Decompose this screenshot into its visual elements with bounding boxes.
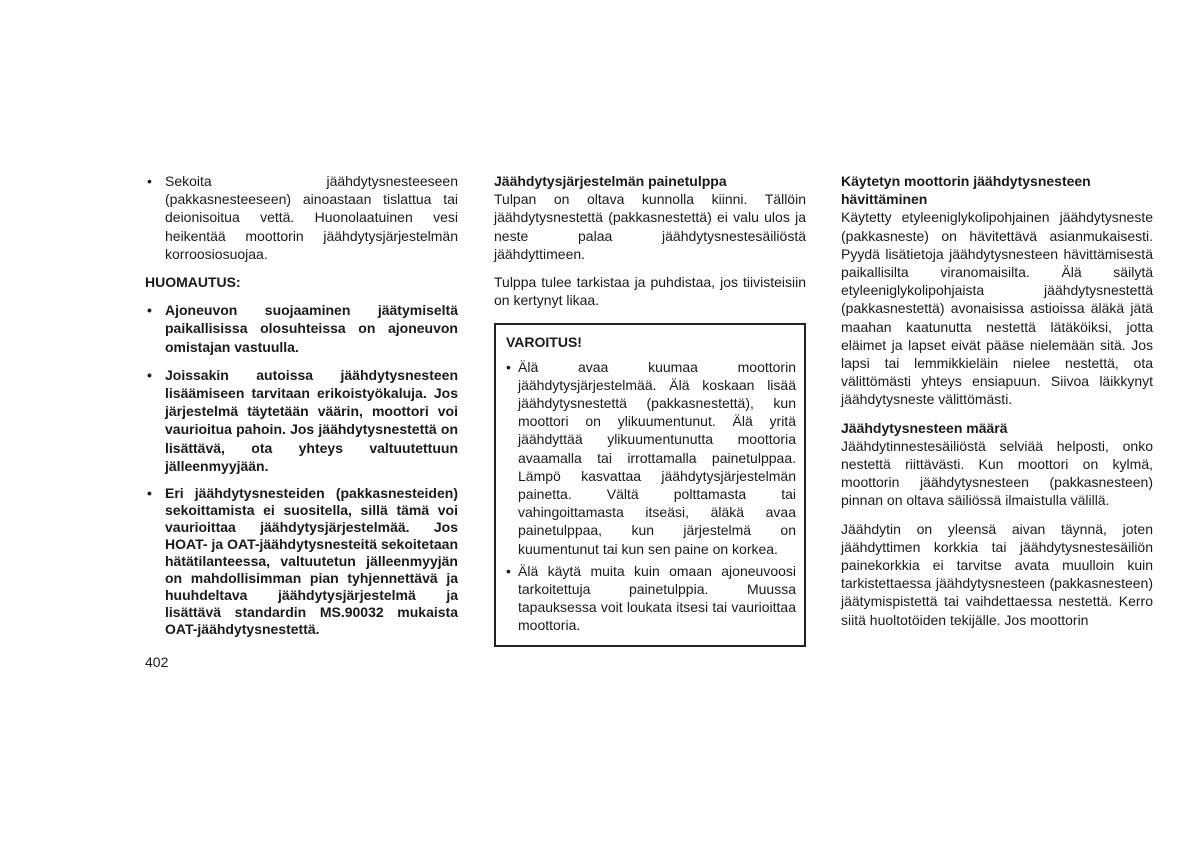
paragraph: Tulppa tulee tarkistaa ja puhdistaa, jos tiivisteisiin on kertynyt likaa. [494,274,806,309]
section-heading: Jäähdytysnesteen määrä [841,419,1008,436]
bullet-icon: • [506,358,511,375]
list-item [145,172,458,263]
paragraph: Jäähdytin on yleensä aivan täynnä, joten jäähdyttimen korkkia tai jäähdytysnestesäiliön painekorkkia ei tarvitse avata muulloin kuin tarkistettaessa jäähdytysnesteen (pakkasnesteen) jäätymispistettä tai vaihdettaessa nestettä. Kerro siitä huoltotöiden tekijälle. Jos moottorin [841,520,1153,628]
warning-item-text: Älä käytä muita kuin omaan ajoneuvoosi tarkoitettuja painetulppia. Muussa tapauksessa voit loukata itsesi tai vaurioittaa moottoria. [518,562,796,634]
column-left [145,172,458,638]
bullet-text: Sekoita jäähdytysnesteeseen (pakkasnesteeseen) ainoastaan tislattua tai deionisoitua vettä. Huonolaatuinen vesi heikentää moottorin jäähdytysjärjestelmän korroosiosuojaa. [165,173,458,262]
notice-title: HUOMAUTUS: [145,274,241,291]
bullet-icon: • [147,366,152,383]
notice-item [145,301,458,356]
warning-box [494,323,806,646]
warning-item [506,562,796,635]
column-right [841,172,1153,629]
notice-item [145,366,458,475]
warning-item-text: Älä avaa kuumaa moottorin jäähdytysjärjestelmää. Älä koskaan lisää jäähdytysnestettä (pakkasnestettä), kun moottori on ylikuumentunut. Älä yritä jäähdyttää ylikuumentunutta moottoria avaamalla tai irrottamalla painetulppaa. Lämpö kasvattaa jäähdytysjärjestelmän painetta. Vältä polttamasta tai vahingoittamasta itseäsi, äläkä avaa painetulppaa, kun järjestelmä on kuumentunut tai kun sen paine on korkea. [518,358,796,557]
page-number: 402 [145,654,169,670]
paragraph: Tulpan on oltava kunnolla kiinni. Tällöin jäähdytysnestettä (pakkasnestettä) ei valu ulos ja neste palaa jäähdytysnestesäiliöstä jäähdyttimeen. [494,191,806,262]
column-middle [494,172,806,647]
bullet-icon: • [506,562,511,579]
notice-item-text: Joissakin autoissa jäähdytysnesteen lisäämiseen tarvitaan erikoistyökaluja. Jos järjestelmä täytetään väärin, moottori voi vaurioitua pahoin. Jos jäähdytysnestettä on lisättävä, ota yhteys valtuutettuun jälleenmyyjään. [165,366,458,474]
notice-item-text: Ajoneuvon suojaaminen jäätymiseltä paikallisissa olosuhteissa on ajoneuvon omistajan vastuulla. [165,302,458,355]
bullet-icon: • [147,302,152,319]
section-heading: Käytetyn moottorin jäähdytysnesteen hävittäminen [841,173,1091,208]
warning-title: VAROITUS! [506,334,582,351]
bullet-icon: • [147,485,152,502]
notice-item-text: Eri jäähdytysnesteiden (pakkasnesteiden) sekoittamista ei suositella, sillä tämä voi vaurioittaa jäähdytysjärjestelmää. Jos HOAT- ja OAT-jäähdytysnesteitä sekoitetaan hätätilanteessa, valtuutetun jälleenmyyjän on mahdollisimman pian tyhjennettävä ja huuhdeltava jäähdytysjärjestelmä ja lisättävä standardin MS.90032 mukaista OAT-jäähdytysnestettä. [165,485,458,638]
bullet-icon: • [147,173,152,189]
warning-item [506,358,796,558]
paragraph: Jäähdytinnestesäiliöstä selviää helposti, onko nestettä riittävästi. Kun moottori on kylmä, moottorin jäähdytysnesteen (pakkasnesteen) pinnan on oltava säiliössä ilmaistulla välillä. [841,437,1153,509]
section-heading: Jäähdytysjärjestelmän painetulppa [494,173,727,189]
notice-item [145,485,458,638]
paragraph: Käytetty etyleeniglykolipohjainen jäähdytysneste (pakkasneste) on hävitettävä asianmukaisesti. Pyydä lisätietoja jäähdytysnesteen hävittämisestä paikallisilta viranomaisilta. Älä säilytä etyleeniglykolipohjaista jäähdytysnestettä (pakkasnestettä) avonaisissa astioissa äläkä jätä maahan kaatunutta nestettä lätäköiksi, jotta eläimet ja lapset eivät pääse nielemään sitä. Jos lapsi tai lemmikkieläin nielee nestettä, ota välittömästi yhteys ensiapuun. Siivoa läikkynyt jäähdytysneste välittömästi. [841,209,1153,408]
